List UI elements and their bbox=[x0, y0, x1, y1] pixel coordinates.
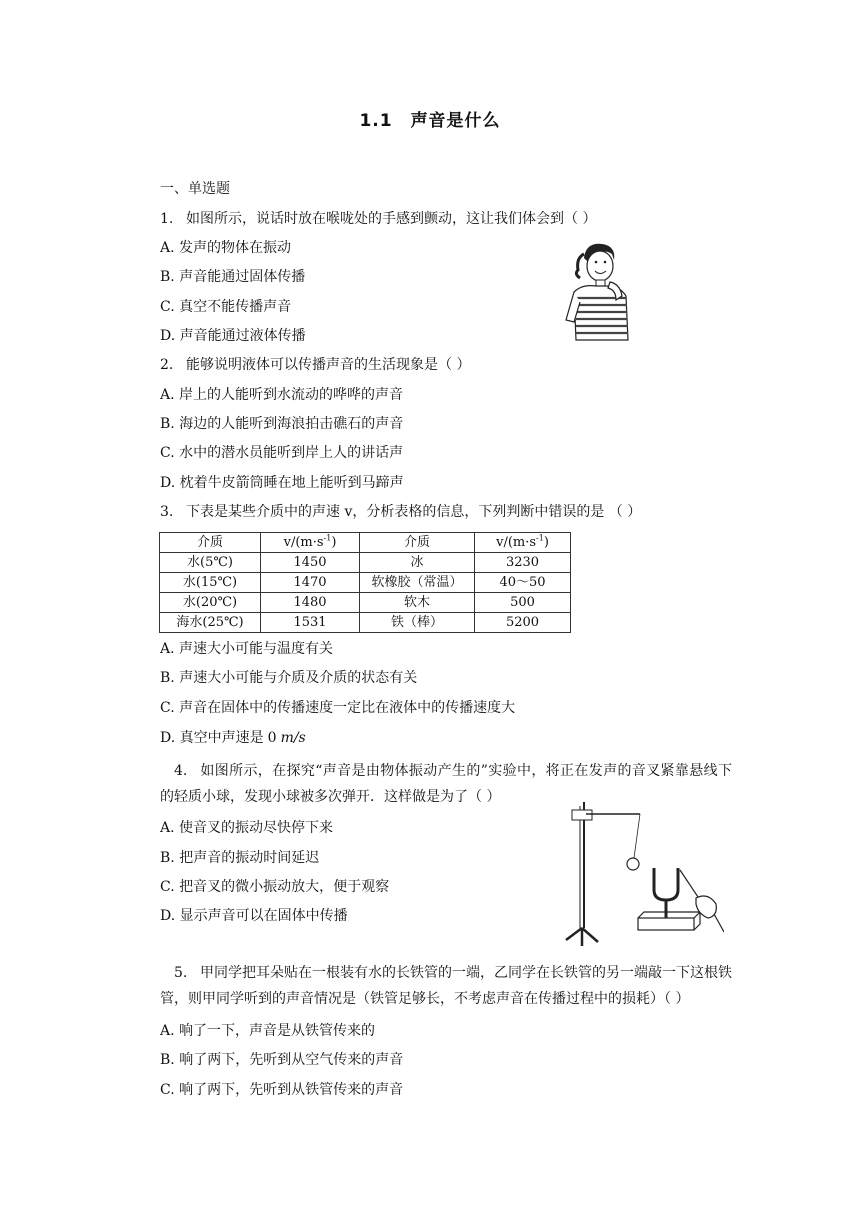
table-cell: 1531 bbox=[261, 613, 360, 633]
table-header-row bbox=[160, 533, 571, 553]
table-row bbox=[160, 553, 571, 573]
table-cell: 海水(25℃) bbox=[160, 613, 261, 633]
table-header-cell: 介质 bbox=[160, 533, 261, 553]
q4-option-d[interactable]: D. 显示声音可以在固体中传播 bbox=[160, 908, 348, 924]
table-cell: 1450 bbox=[261, 553, 360, 573]
question-5-number: 5. bbox=[174, 965, 188, 981]
boy-touching-throat-figure bbox=[562, 240, 634, 344]
q4-option-c[interactable]: C. 把音叉的微小振动放大，便于观察 bbox=[160, 879, 390, 895]
table-cell: 水(15℃) bbox=[160, 573, 261, 593]
page-title bbox=[0, 106, 860, 131]
table-cell: 5200 bbox=[475, 613, 571, 633]
table-row bbox=[160, 593, 571, 613]
q3-option-d-prefix: D. 真空中声速是 bbox=[160, 730, 264, 746]
q3-option-b[interactable]: B. 声速大小可能与介质及介质的状态有关 bbox=[160, 670, 418, 686]
q1-option-b[interactable]: B. 声音能通过固体传播 bbox=[160, 269, 306, 285]
question-1-stem bbox=[160, 210, 596, 228]
q5-option-b[interactable]: B. 响了两下，先听到从空气传来的声音 bbox=[160, 1052, 404, 1068]
q3-option-c[interactable]: C. 声音在固体中的传播速度一定比在液体中的传播速度大 bbox=[160, 700, 516, 716]
q2-option-b[interactable]: B. 海边的人能听到海浪拍击礁石的声音 bbox=[160, 416, 404, 432]
question-1-text: 如图所示，说话时放在喉咙处的手感到颤动，这让我们体会到（ ） bbox=[186, 211, 597, 227]
table-cell: 1480 bbox=[261, 593, 360, 613]
table-header-cell: 介质 bbox=[360, 533, 475, 553]
question-4-text: 如图所示，在探究“声音是由物体振动产生的”实验中，将正在发声的音叉紧靠悬线下的轻质小球，发现小球被多次弹开．这样做是为了（ ） bbox=[160, 763, 732, 805]
q3-option-d-value: 0 bbox=[267, 730, 277, 746]
question-2-text: 能够说明液体可以传播声音的生活现象是（ ） bbox=[186, 357, 471, 373]
q3-option-d[interactable] bbox=[160, 729, 306, 747]
table-cell: 1470 bbox=[261, 573, 360, 593]
question-3-number: 3. bbox=[160, 504, 174, 520]
q2-option-c[interactable]: C. 水中的潜水员能听到岸上人的讲话声 bbox=[160, 445, 404, 461]
q5-option-a[interactable]: A. 响了一下，声音是从铁管传来的 bbox=[160, 1023, 376, 1039]
title-text: 声音是什么 bbox=[410, 111, 501, 131]
question-5-stem bbox=[160, 960, 732, 1012]
question-5-text: 甲同学把耳朵贴在一根装有水的长铁管的一端，乙同学在长铁管的另一端敲一下这根铁管，则甲同学听到的声音情况是（铁管足够长，不考虑声音在传播过程中的损耗）（ ） bbox=[160, 965, 732, 1007]
q1-option-c[interactable]: C. 真空不能传播声音 bbox=[160, 299, 292, 315]
question-2-stem bbox=[160, 356, 470, 374]
q2-option-a[interactable]: A. 岸上的人能听到水流动的哗哗的声音 bbox=[160, 387, 404, 403]
question-4-number: 4. bbox=[174, 763, 188, 779]
sound-speed-table bbox=[159, 532, 571, 633]
title-number: 1.1 bbox=[359, 111, 393, 131]
table-cell: 500 bbox=[475, 593, 571, 613]
section-heading: 一、单选题 bbox=[160, 181, 230, 197]
table-cell: 水(20℃) bbox=[160, 593, 261, 613]
tuning-fork-pendulum-figure bbox=[558, 800, 724, 950]
q4-option-b[interactable]: B. 把声音的振动时间延迟 bbox=[160, 850, 320, 866]
question-3-text: 下表是某些介质中的声速 v，分析表格的信息，下列判断中错误的是 （ ） bbox=[186, 504, 642, 520]
table-cell: 3230 bbox=[475, 553, 571, 573]
table-row bbox=[160, 573, 571, 593]
table-header-cell: $v/(m\cdot s^{-1})$ bbox=[475, 533, 571, 553]
table-cell: 软木 bbox=[360, 593, 475, 613]
table-cell: 铁（棒） bbox=[360, 613, 475, 633]
table-cell: 冰 bbox=[360, 553, 475, 573]
table-cell: 软橡胶（常温） bbox=[360, 573, 475, 593]
table-row bbox=[160, 613, 571, 633]
question-2-number: 2. bbox=[160, 357, 174, 373]
q2-option-d[interactable]: D. 枕着牛皮箭筒睡在地上能听到马蹄声 bbox=[160, 475, 404, 491]
q1-option-a[interactable]: A. 发声的物体在振动 bbox=[160, 240, 292, 256]
table-cell: 40～50 bbox=[475, 573, 571, 593]
q4-option-a[interactable]: A. 使音叉的振动尽快停下来 bbox=[160, 820, 334, 836]
table-cell: 水(5℃) bbox=[160, 553, 261, 573]
q5-option-c[interactable]: C. 响了两下，先听到从铁管传来的声音 bbox=[160, 1082, 404, 1098]
q3-option-d-unit: m/s bbox=[280, 730, 306, 746]
question-3-stem bbox=[160, 503, 641, 521]
table-header-cell: $v/(m\cdot s^{-1})$ bbox=[261, 533, 360, 553]
question-1-number: 1. bbox=[160, 211, 174, 227]
q3-option-a[interactable]: A. 声速大小可能与温度有关 bbox=[160, 641, 334, 657]
q1-option-d[interactable]: D. 声音能通过液体传播 bbox=[160, 328, 306, 344]
